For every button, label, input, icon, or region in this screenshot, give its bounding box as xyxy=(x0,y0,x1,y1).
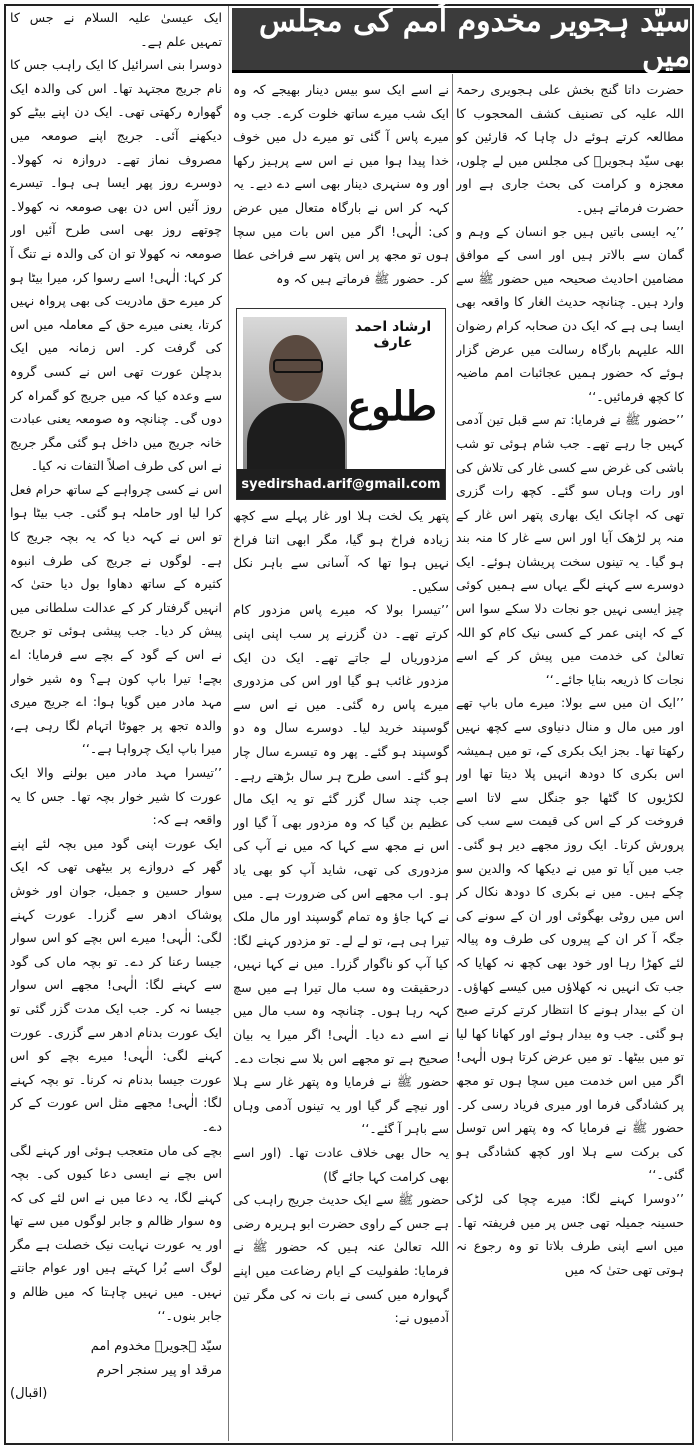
columnist-box xyxy=(236,308,446,500)
paragraph: ایک عیسیٰ علیہ السلام نے جس کا تمہیں علم ہے۔ xyxy=(10,10,222,49)
author-photo xyxy=(243,317,347,469)
text-column-left xyxy=(10,6,222,1440)
author-name: ارشاد احمد عارف xyxy=(354,319,432,351)
paragraph: ’’تیسرا بولا کہ میرے پاس مزدور کام کرتے تھے۔ دن گزرنے پر سب اپنی اپنی مزدوریاں لے جاتے تھے۔ ایک دن ایک مزدور غائب ہو گیا اور اس کی مزدوری میرے پاس رہ گئی۔ میں نے اس سے گوسپند خرید لیا۔ دوسرے سال وہ دو گوسپند ہو گئے۔ پھر وہ تیسرے سال چار ہو گئے۔ اسی طرح ہر سال بڑھتے رہے۔ جب چند سال گزر گئے تو یہ ایک مال عظیم بن گیا کہ وہ مزدور بھی آ گیا اور اس نے مجھ سے کہا کہ میں نے آپ کی مزدوری کی تھی، شاید آپ کو بھی یاد ہو۔ اب مجھے اس کی ضرورت ہے۔ میں نے کہا جاؤ وہ تمام گوسپند اور مال ملک تیرا ہی ہے، تو لے لے۔ تو مزدور کہنے لگا: کیا آپ کو ناگوار گزرا۔ میں نے کہا نہیں، درحقیقت وہ سب مال تیرا ہے میں سچ کہہ رہا ہوں۔ چنانچہ وہ سب مال میں نے اسے دے دیا۔ الٰہی! اگر میرا یہ بیان صحیح ہے تو مجھے اس بلا سے نجات دے۔ حضور ﷺ نے فرمایا وہ پتھر غار سے ہلا اور نیچے گر گیا اور یہ تینوں آدمی وہاں سے باہر آ گئے۔‘‘ xyxy=(233,602,449,1137)
paragraph: ’’دوسرا کہنے لگا: میرے چچا کی لڑکی حسینہ جمیلہ تھی جس پر میں فریفتہ تھا۔ میں اسے اپنی طرف بلاتا تو وہ رجوع نہ ہوتی تھی حتیٰ کہ میں xyxy=(456,1190,684,1277)
paragraph: یہ حال بھی خلاف عادت تھا۔ (اور اسے بھی کرامت کہا جائے گا) xyxy=(233,1145,449,1184)
column-logo: طلوع xyxy=(347,383,437,430)
verse-line: مرقد او پیر سنجر احرم xyxy=(96,1362,222,1378)
paragraph: ’’یہ ایسی باتیں ہیں جو انسان کے وہم و گمان سے بالاتر ہیں اور اسی کے موافق مضامین احادیث صحیحہ میں حضور ﷺ سے وارد ہیں۔ چنانچہ حدیث الغار کا واقعہ بھی ایسا ہی ہے کہ ایک دن صحابہ کرام رضوان اللہ علیہم بارگاہ رسالت میں عرض گزار ہوئے کہ حضور ہمیں عجائبات امم ماضیہ کا کچھ فرمائیں۔‘‘ xyxy=(456,223,684,404)
verse-line: سیّد ہجویرؒ مخدوم امم xyxy=(90,1339,222,1355)
closing-verse xyxy=(10,1335,222,1406)
divider-right xyxy=(452,74,453,1441)
paragraph: ایک عورت اپنی گود میں بچہ لئے اپنے گھر کے دروازے پر بیٹھی تھی کہ ایک سوار حسین و جمیل، جوان اور خوش پوشاک ادھر سے گزرا۔ عورت کہنے لگی: الٰہی! میرے اس بچے کو اس سوار جیسا رعنا کر دے۔ تو بچہ ماں کی گود سے کہنے لگا: الٰہی! مجھے اس سوار جیسا نہ کر۔ جب ایک مدت گزر گئی تو ایک عورت بدنام ادھر سے گزری۔ عورت کہنے لگی: الٰہی! میرے بچے کو اس عورت جیسا بدنام نہ کرنا۔ تو بچہ کہنے لگا: الٰہی! مجھے مثل اس عورت کے کر دے۔ xyxy=(10,835,222,1134)
paragraph: پتھر یک لخت ہلا اور غار پہلے سے کچھ زیادہ فراخ ہو گیا، مگر ابھی اتنا فراخ نہیں ہوا تھا کہ آسانی سے باہر نکل سکیں۔ xyxy=(233,508,449,594)
headline-text: سیّد ہجویر مخدوم اُمم کی مجلس میں xyxy=(258,4,690,74)
paragraph: حضرت داتا گنج بخش علی ہجویری رحمۃ اللہ علیہ کی تصنیف کشف المحجوب کا مطالعہ کرتے ہوئے دل چاہا کہ قارئین کو بھی سیّد ہجویرؒ کی مجلس میں لے چلوں، معجزہ و کرامت کی بحث جاری ہے اور حضرت فرماتے ہیں۔ xyxy=(456,82,684,215)
paragraph: اس نے کسی چرواہے کے ساتھ حرام فعل کرا لیا اور حاملہ ہو گئی۔ جب بیٹا ہوا تو اس نے کہہ دیا کہ یہ بچہ جریج کا ہے۔ لوگوں نے جریج کی طرف انبوہ کثیرہ کے ساتھ دھاوا بول دیا حتیٰ کہ انہیں گرفتار کر کے عدالت سلطانی میں پیش کر دیا۔ جب پیشی ہوئی تو جریج نے اس کے گود کے بچے سے فرمایا: اے بچے! تیرا باپ کون ہے؟ وہ شیر خوار مہد مادر میں گویا ہوا: اے جریج میری والدہ تجھ پر جھوٹا اتہام لگا رہی ہے، میرا باپ ایک چرواہا ہے۔‘‘ xyxy=(10,481,222,757)
verse-credit: (اقبال) xyxy=(10,1386,48,1402)
paragraph: ’’ایک ان میں سے بولا: میرے ماں باپ تھے اور میں مال و منال دنیاوی سے کچھ نہیں رکھتا تھا۔ بجز ایک بکری کے، تو میں ہمیشہ اس بکری کا دودھ انہیں پلا دیتا تھا اور لکڑیوں کا گٹھا جو جنگل سے لاتا اسے فروخت کر کے اس کی قیمت سے سب کی پرورش کرتا۔ ایک روز مجھے دیر ہو گئی۔ جب میں آیا تو میں نے دیکھا کہ والدین سو چکے ہیں۔ میں نے بکری کا دودھ نکال کر اس میں روٹی بھگوئی اور ان کے سونے کی جگہ آ کر ان کے پیروں کی طرف وہ پیالہ لئے کھڑا رہا اور خود بھی کچھ نہ کھایا کہ جب تک انہیں نہ کھلاؤں میں کیسے کھاؤں۔ ان کے بیدار ہونے کا انتظار کرتے کرتے صبح ہو گئی۔ جب وہ بیدار ہوئے اور کھانا کھا لیا تو میں بیٹھا۔ تو میں عرض کرتا ہوں الٰہی! اگر میں اس خدمت میں سچا ہوں تو مجھ پر کشادگی فرما اور میری فریاد رسی کر۔ حضور ﷺ نے فرمایا کہ وہ پتھر اس توسل کی برکت سے ہلا اور کچھ کشادگی ہو گئی۔‘‘ xyxy=(456,695,684,1183)
paragraph: ’’حضور ﷺ نے فرمایا: تم سے قبل تین آدمی کہیں جا رہے تھے۔ جب شام ہوئی تو شب باشی کی غرض سے کسی غار کی تلاش کی اور رات وہاں سو گئے۔ کچھ رات گزری تھی کہ اچانک ایک بھاری پتھر اس غار کے منہ پر لڑھک آیا اور اس سے غار کا منہ بند ہو گیا۔ یہ تینوں سخت پریشان ہوئے۔ ایک دوسرے سے کہنے لگے یہاں سے ہمیں کوئی چیز ایسی نہیں جو نجات دلا سکے سوا اس کے کہ اپنی عمر کے کسی نیک کام کو اللہ تعالیٰ کی خدمت میں پیش کر کے اسے نجات کا ذریعہ بنایا جائے۔‘‘ xyxy=(456,412,684,687)
paragraph: بچے کی ماں متعجب ہوئی اور کہنے لگی اس بچے نے ایسی دعا کیوں کی۔ بچہ کہنے لگا، یہ دعا میں نے اس لئے کی کہ وہ سوار ظالم و جابر لوگوں میں سے تھا اور یہ عورت نہایت نیک خصلت ہے مگر لوگ اسے بُرا کہتے ہیں اور عوام جانتے نہیں۔ میں نہیں چاہتا کہ میں ظالم و جابر بنوں۔‘‘ xyxy=(10,1142,222,1323)
paragraph: حضور ﷺ سے ایک حدیث جریج راہب کی ہے جس کے راوی حضرت ابو ہریرہ رضی اللہ تعالیٰ عنہ ہیں کہ حضور ﷺ نے فرمایا: طفولیت کے ایام رضاعت میں اپنے گہوارہ میں کسی نے بات نہ کی مگر تین آدمیوں نے: xyxy=(233,1192,449,1326)
author-email: syedirshad.arif@gmail.com xyxy=(237,469,445,499)
paragraph: دوسرا بنی اسرائیل کا ایک راہب جس کا نام جریج مجتہد تھا۔ اس کی والدہ ایک گھوارہ رکھتی تھی۔ ایک دن اپنے بیٹے کو دیکھنے آئی۔ جریج اپنے صومعہ میں مصروف نماز تھے۔ دروازہ نہ کھولا۔ دوسرے روز پھر ایسا ہی ہوا۔ تیسرے روز آئیں اس دن بھی صومعہ نہ کھولا۔ چوتھے روز بھی اسی طرح آئیں اور صومعہ نہ کھولا تو ان کی والدہ نے تنگ آ کر کہا: الٰہی! اسے رسوا کر، میرا بیٹا ہو کر میرے حق مادریت کی بھی پرواہ نہیں کرتا، یعنی میرے حق کے معاملہ میں اس کی گرفت کر۔ اس زمانہ میں ایک بدچلن عورت تھی اس نے کسی گروہ سے وعدہ کیا کہ میں جریج کو گمراہ کر دوں گی۔ چنانچہ وہ صومعہ یعنی عبادت خانہ جریج میں داخل ہو گئی مگر جریج نے اس کی طرف اصلاً التفات نہ کیا۔ xyxy=(10,57,222,474)
text-column-middle xyxy=(233,504,449,1440)
text-column-right xyxy=(456,78,684,1440)
paragraph: ’’تیسرا مہد مادر میں بولنے والا ایک عورت کا شیر خوار بچہ تھا۔ جس کا یہ واقعہ ہے کہ: xyxy=(10,765,222,828)
column-headline xyxy=(232,4,690,74)
divider-left xyxy=(228,6,229,1441)
paragraph: نے اسے ایک سو بیس دینار بھیجے کہ وہ ایک شب میرے ساتھ خلوت کرے۔ جب وہ میرے پاس آ گئی تو میرے دل میں خوف خدا پیدا ہوا میں نے اس سے پرہیز رکھا اور وہ سنہری دینار بھی اسے دے دیے۔ یہ کہہ کر اس نے بارگاہ متعال میں عرض کی: الٰہی! اگر میں اس بات میں سچا ہوں تو مجھ پر اس پتھر سے فراخی عطا کر۔ حضور ﷺ فرماتے ہیں کہ وہ xyxy=(233,82,449,286)
text-column-middle-top xyxy=(233,78,449,304)
